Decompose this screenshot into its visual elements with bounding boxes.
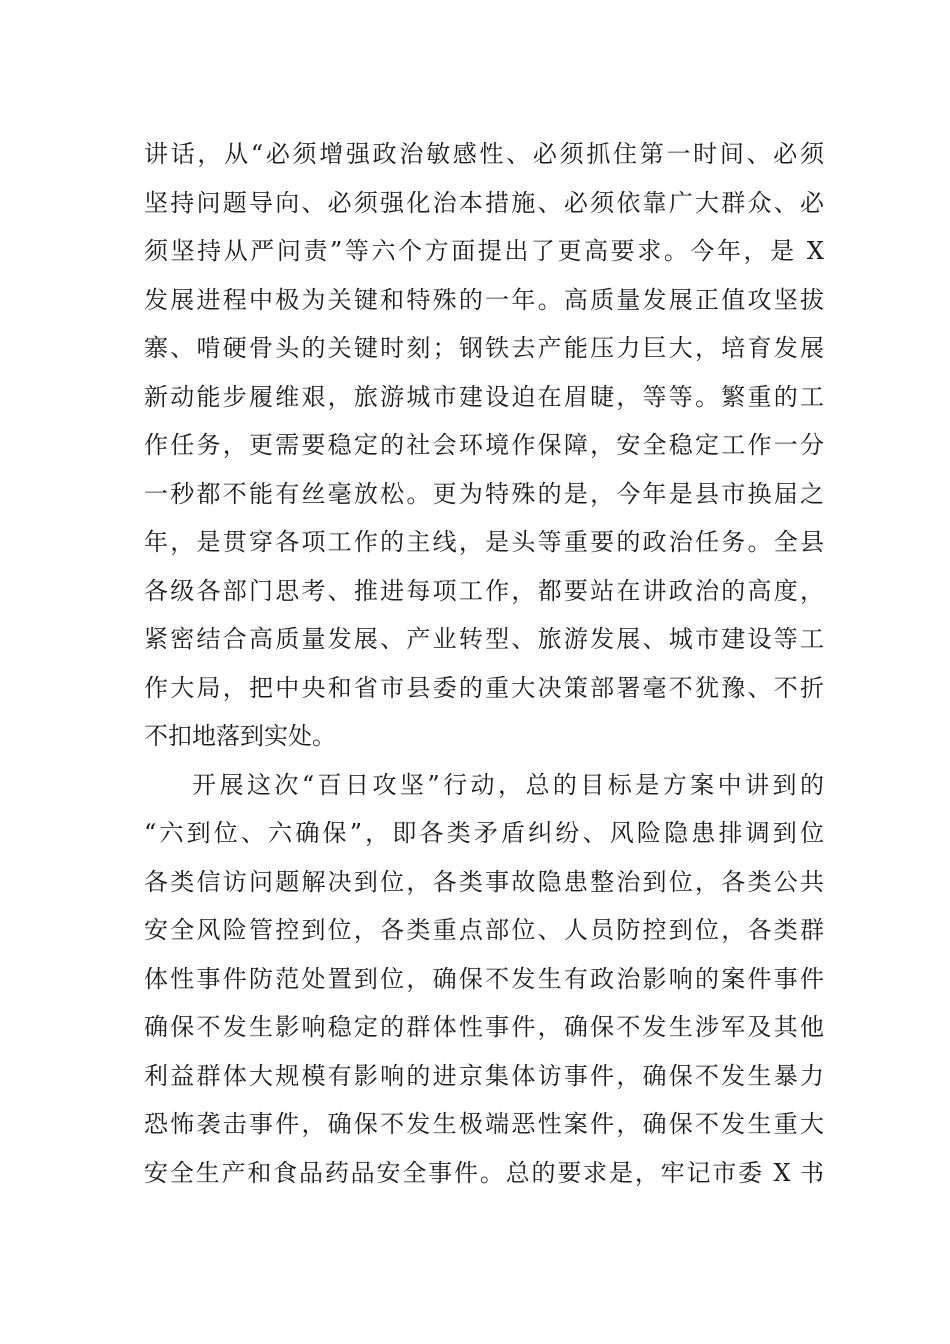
text-line: 须坚持从严问责”等六个方面提出了更高要求。今年，是 X — [144, 237, 824, 265]
text-line: 开展这次“百日攻坚”行动，总的目标是方案中讲到的 — [192, 770, 824, 799]
text-line: 安全风险管控到位，各类重点部位、人员防控到位，各类群 — [144, 916, 824, 944]
text-line: 寨、啃硬骨头的关键时刻；钢铁去产能压力巨大，培育发展 — [144, 334, 824, 362]
text-line: 讲话，从“必须增强政治敏感性、必须抓住第一时间、必须 — [144, 140, 824, 168]
document-body — [144, 130, 824, 1197]
text-line: “六到位、六确保”，即各类矛盾纠纷、风险隐患排调到位 — [144, 819, 824, 847]
text-line: 一秒都不能有丝毫放松。更为特殊的是，今年是县市换届之 — [144, 479, 824, 508]
text-line: 各类信访问题解决到位，各类事故隐患整治到位，各类公共 — [144, 867, 824, 896]
text-line: 紧密结合高质量发展、产业转型、旅游发展、城市建设等工 — [144, 625, 824, 653]
text-line: 不扣地落到实处。 — [144, 722, 336, 750]
text-line: 利益群体大规模有影响的进京集体访事件，确保不发生暴力 — [144, 1061, 824, 1090]
text-line: 作任务，更需要稳定的社会环境作保障，安全稳定工作一分 — [144, 431, 824, 459]
text-line: 年，是贯穿各项工作的主线，是头等重要的政治任务。全县 — [144, 528, 824, 556]
text-line: 体性事件防范处置到位，确保不发生有政治影响的案件事件 — [144, 964, 824, 993]
text-line: 新动能步履维艰，旅游城市建设迫在眉睫，等等。繁重的工 — [144, 382, 824, 411]
text-line: 安全生产和食品药品安全事件。总的要求是，牢记市委 X 书 — [144, 1158, 824, 1187]
text-line: 恐怖袭击事件，确保不发生极端恶性案件，确保不发生重大 — [144, 1110, 824, 1138]
text-line: 发展进程中极为关键和特殊的一年。高质量发展正值攻坚拔 — [144, 285, 824, 314]
text-line: 确保不发生影响稳定的群体性事件，确保不发生涉军及其他 — [144, 1013, 824, 1041]
text-line: 坚持问题导向、必须强化治本措施、必须依靠广大群众、必 — [144, 188, 824, 217]
text-line: 各级各部门思考、推进每项工作，都要站在讲政治的高度， — [144, 576, 824, 605]
paragraph-2 — [144, 761, 824, 1198]
paragraph-1 — [144, 130, 824, 761]
text-line: 作大局，把中央和省市县委的重大决策部署毫不犹豫、不折 — [144, 673, 824, 702]
